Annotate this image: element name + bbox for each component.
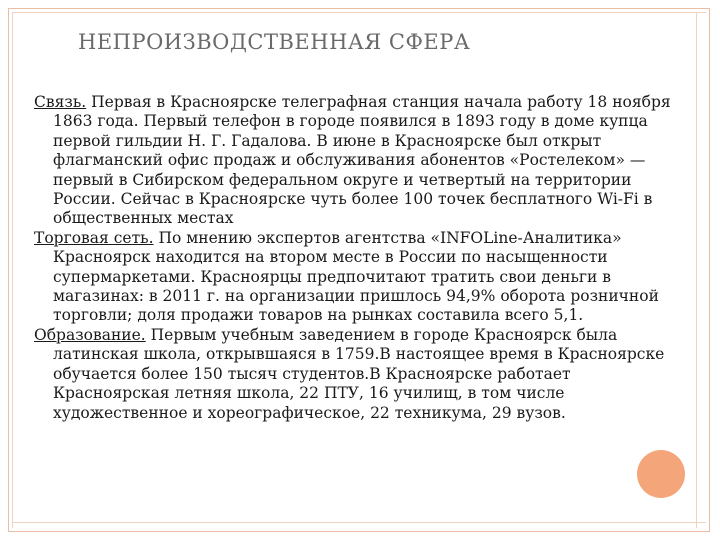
section-text: Первая в Красноярске телеграфная станция начала работу 18 ноября 1863 года. Первый телефон в городе появился в 1893 году в доме купца первой гильдии Н. Г. Гадалова. В июне в Красноярске был открыт флагманский офис продаж и обслуживания абонентов «Ростелеком» — первый в Сибирском федеральном округе и четвертый на территории России. Сейчас в Красноярске чуть более 100 точек бесплатного Wi-Fi в общественных местах	[53, 93, 671, 228]
decorative-circle	[637, 450, 685, 498]
section-communication	[34, 93, 684, 229]
section-heading: Торговая сеть.	[34, 228, 154, 247]
section-education	[34, 326, 684, 423]
slide-frame-right-rule	[696, 12, 706, 528]
section-trade	[34, 229, 684, 326]
section-text: По мнению экспертов агентства «INFOLine-Аналитика» Красноярск находится на втором месте в России по насыщенности супермаркетами. Красноярцы предпочитают тратить свои деньги в магазинах: в 2011 г. на организации пришлось 94,9% оборота розничной торговли; доля продажи товаров на рынках составила всего 5,1.	[53, 228, 659, 325]
section-heading: Образование.	[34, 325, 146, 344]
slide-frame-bottom-rule	[12, 522, 706, 528]
slide-title: НЕПРОИЗВОДСТВЕННАЯ СФЕРА	[78, 30, 471, 54]
section-heading: Связь.	[34, 93, 87, 111]
slide-body	[34, 93, 684, 423]
section-text: Первым учебным заведением в городе Красноярск была латинская школа, открывшаяся в 1759.В настоящее время в Красноярске обучается более 150 тысяч студентов.В Красноярске работает Красноярская летняя школа, 22 ПТУ, 16 училищ, в том числе художественное и хореографическое, 22 техникума, 29 вузов.	[53, 325, 665, 422]
